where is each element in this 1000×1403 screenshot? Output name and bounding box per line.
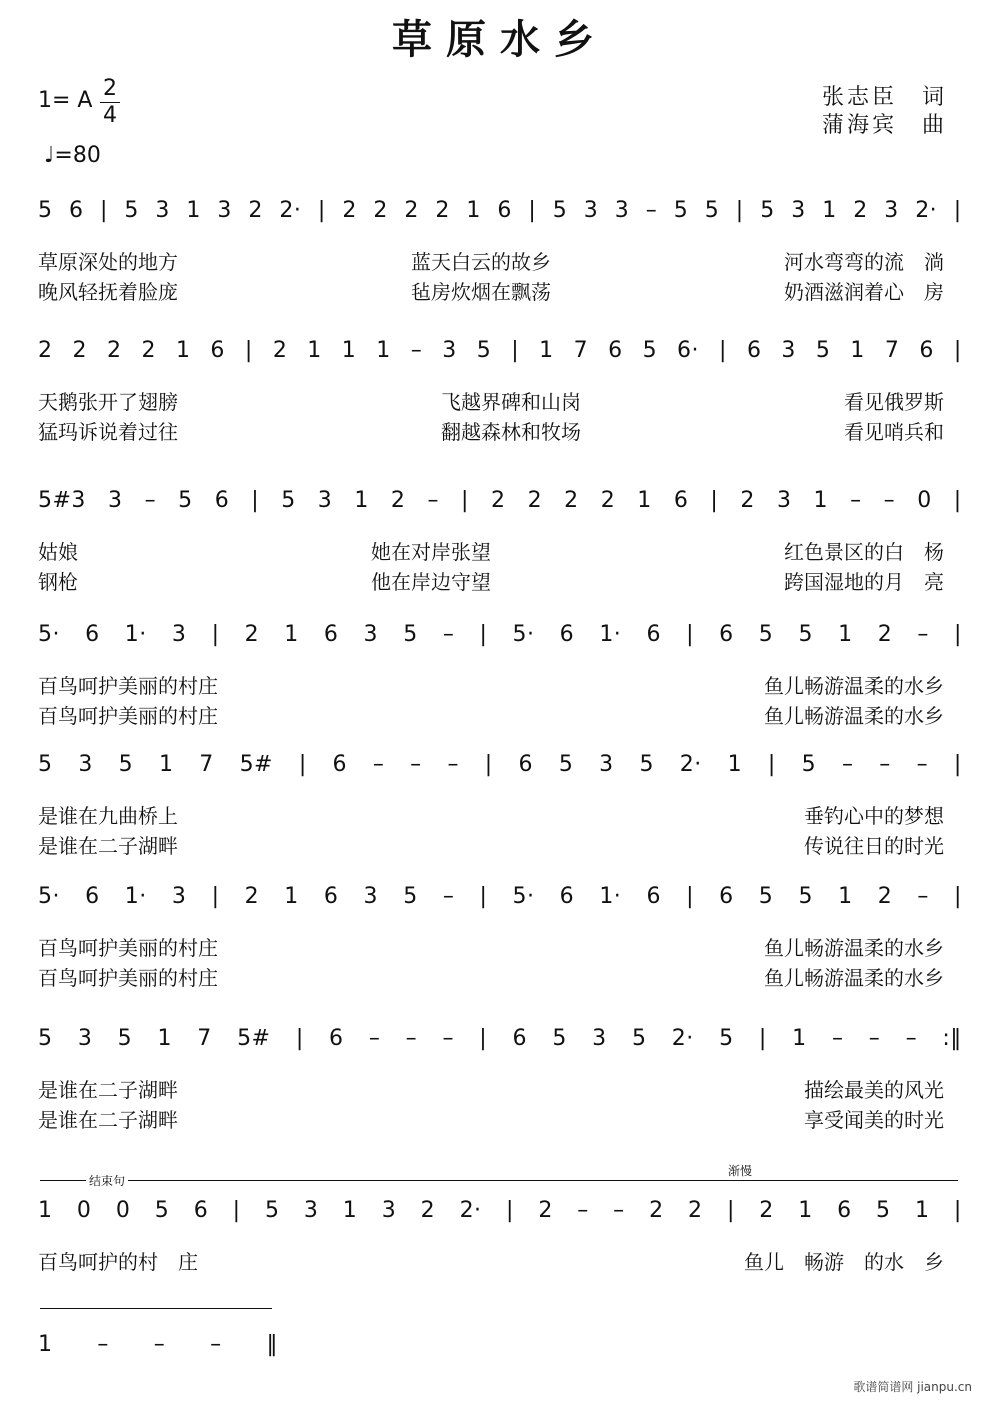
barline: |: [211, 884, 220, 909]
lyric-phrase: 天鹅张开了翅膀: [38, 390, 178, 414]
note: 3: [317, 488, 333, 513]
note: 6: [559, 884, 575, 909]
note: 5: [403, 884, 418, 909]
note: 6: [608, 338, 623, 363]
note: 2·: [459, 1198, 482, 1223]
barline: |: [479, 884, 488, 909]
barline: |: [317, 198, 326, 223]
notes-row: [38, 752, 962, 777]
note: 5: [403, 622, 418, 647]
note: –: [368, 1026, 381, 1051]
barline: |: [954, 622, 962, 647]
notes-row: [38, 198, 962, 223]
lyric-phrase: 她在对岸张望: [371, 540, 491, 564]
note: 3: [78, 752, 93, 777]
note: 2: [527, 488, 543, 513]
note: 3: [791, 198, 806, 223]
lyric-phrase: 传说往日的时光: [804, 834, 944, 858]
note: –: [372, 752, 385, 777]
note: 2·: [679, 752, 702, 777]
note: 5: [178, 488, 193, 513]
barline: |: [295, 1026, 304, 1051]
note: 5: [552, 1026, 567, 1051]
barline: |: [479, 622, 488, 647]
note: 5: [264, 1198, 280, 1223]
lyric-phrase: 奶酒滋润着心 房: [784, 280, 944, 304]
lyric-phrase: 鱼儿 畅游 的水 乡: [744, 1250, 944, 1274]
note: 1: [850, 338, 865, 363]
note: 1: [175, 338, 191, 363]
note: –: [883, 488, 896, 513]
time-bottom: 4: [103, 103, 117, 128]
note: –: [442, 884, 455, 909]
note: 3: [583, 198, 599, 223]
note: 2: [491, 488, 506, 513]
barline: |: [505, 1198, 514, 1223]
note: 1: [792, 1026, 807, 1051]
note: 5: [639, 752, 654, 777]
note: 5: [38, 1026, 53, 1051]
barline: |: [953, 752, 962, 777]
lyric-phrase: 鱼儿畅游温柔的水乡: [764, 966, 944, 990]
note: –: [850, 488, 862, 513]
lyric-phrase: 草原深处的地方: [38, 250, 178, 274]
note: –: [613, 1198, 625, 1223]
note: 6: [673, 488, 689, 513]
lyric-phrase: 百鸟呵护美丽的村庄: [38, 704, 218, 728]
lyrics-line-2: [38, 276, 944, 305]
composer-credit: 蒲海宾 曲: [822, 113, 948, 138]
lyrics-line-2: [38, 962, 944, 991]
note: –: [405, 1026, 418, 1051]
lyric-phrase: 跨国湿地的月 亮: [784, 570, 944, 594]
note: 1: [157, 1026, 172, 1051]
barline: |: [758, 1026, 767, 1051]
note: 6: [518, 752, 534, 777]
lyric-phrase: 晚风轻抚着脸庞: [38, 280, 178, 304]
note: 7: [199, 752, 214, 777]
note: 6: [837, 1198, 852, 1223]
lyrics-line-1: [38, 246, 944, 275]
barline: |: [298, 752, 307, 777]
lyric-phrase: 钢枪: [38, 570, 78, 594]
note: –: [879, 752, 891, 777]
barline: ‖: [266, 1332, 278, 1357]
footer-watermark: 歌谱简谱网 jianpu.cn: [853, 1380, 972, 1394]
note: 6: [646, 884, 661, 909]
note: 1: [284, 884, 299, 909]
note: 6: [919, 338, 934, 363]
note: 5: [758, 622, 774, 647]
page-title: 草原水乡: [392, 17, 608, 63]
note: 2: [244, 622, 260, 647]
note: 3: [442, 338, 457, 363]
ending-bracket-line: [40, 1180, 958, 1181]
note: 1: [798, 1198, 813, 1223]
note: 5: [552, 198, 568, 223]
note: 1: [466, 198, 481, 223]
note: 6: [193, 1198, 209, 1223]
ending-label: 结束句: [86, 1172, 128, 1189]
note: 3: [171, 622, 187, 647]
lyric-phrase: 翻越森林和牧场: [441, 420, 581, 444]
lyric-phrase: 鱼儿畅游温柔的水乡: [764, 704, 944, 728]
note: 3: [217, 198, 232, 223]
lyric-phrase: 百鸟呵护的村 庄: [38, 1250, 198, 1274]
note: 1: [914, 1198, 930, 1223]
note: 1·: [124, 884, 147, 909]
lyrics-line-1: [38, 670, 944, 699]
barline: |: [479, 1026, 488, 1051]
note: 5: [798, 622, 813, 647]
note: 1: [186, 198, 201, 223]
note: 6: [512, 1026, 528, 1051]
note: 6: [719, 622, 734, 647]
lyric-phrase: 姑娘: [38, 540, 78, 564]
barline: |: [953, 198, 962, 223]
note: 2: [248, 198, 263, 223]
note: 1: [813, 488, 829, 513]
note: 2: [244, 884, 260, 909]
note: –: [645, 198, 658, 223]
lyric-phrase: 是谁在二子湖畔: [38, 834, 178, 858]
lyrics-line-1: [38, 386, 944, 415]
time-signature: [100, 76, 120, 129]
note: 5: [476, 338, 492, 363]
notes-row: [38, 338, 962, 363]
note: 1: [637, 488, 652, 513]
note: 3: [303, 1198, 319, 1223]
lyric-phrase: 看见俄罗斯: [844, 390, 944, 414]
note: 5: [154, 1198, 170, 1223]
note: –: [442, 622, 455, 647]
lyric-phrase: 蓝天白云的故乡: [411, 250, 551, 274]
note: 1·: [599, 884, 622, 909]
note: 6: [85, 622, 100, 647]
barline: |: [511, 338, 520, 363]
notes-row: [38, 622, 962, 647]
lyric-phrase: 享受闻美的时光: [804, 1108, 944, 1132]
note: 2: [538, 1198, 553, 1223]
lyric-phrase: 毡房炊烟在飘荡: [411, 280, 551, 304]
note: 2: [877, 622, 893, 647]
note: 2·: [671, 1026, 694, 1051]
lyric-phrase: 飞越界碑和山岗: [441, 390, 581, 414]
note: 2: [272, 338, 288, 363]
note: 1: [158, 752, 174, 777]
note: 6: [214, 488, 230, 513]
note: –: [841, 752, 854, 777]
note: 1: [838, 884, 853, 909]
note: 5: [281, 488, 296, 513]
note: 0: [76, 1198, 92, 1223]
barline: |: [953, 488, 962, 513]
note: 2·: [279, 198, 302, 223]
quarter-note-icon: ♩: [44, 143, 55, 168]
lyricist-credit: 张志臣 词: [822, 85, 948, 110]
note: 2: [600, 488, 616, 513]
note: –: [905, 1026, 918, 1051]
lyrics-line-1: [38, 1074, 944, 1103]
ritardando-label: 渐慢: [728, 1164, 753, 1178]
lyrics-line-2: [38, 830, 944, 859]
note: –: [917, 622, 929, 647]
note: 5: [719, 1026, 734, 1051]
lyric-phrase: 描绘最美的风光: [804, 1078, 944, 1102]
note: 1: [354, 488, 369, 513]
note: 2: [740, 488, 755, 513]
final-bracket-line: [40, 1308, 272, 1309]
barline: :‖: [942, 1026, 962, 1051]
lyrics-line-2: [38, 416, 944, 445]
notes-row: [38, 884, 962, 909]
note: 7: [573, 338, 589, 363]
note: 3: [171, 884, 187, 909]
time-top: 2: [103, 76, 117, 101]
note: 1: [284, 622, 299, 647]
note: 5#: [239, 752, 273, 777]
lyric-phrase: 是谁在九曲桥上: [38, 804, 178, 828]
note: 6: [329, 1026, 344, 1051]
note: 5: [38, 752, 53, 777]
note: 2·: [915, 198, 938, 223]
lyrics-line-1: [38, 536, 944, 565]
barline: |: [710, 488, 719, 513]
note: –: [410, 752, 422, 777]
note: 3: [77, 1026, 93, 1051]
barline: |: [244, 338, 253, 363]
note: 1·: [124, 622, 147, 647]
note: 6: [210, 338, 225, 363]
note: 2: [38, 338, 53, 363]
barline: |: [719, 338, 727, 363]
note: 1: [341, 338, 357, 363]
note: 6: [559, 622, 575, 647]
note: 5: [558, 752, 574, 777]
lyrics-line-2: [38, 566, 944, 595]
note: –: [210, 1332, 222, 1357]
note: 2: [649, 1198, 664, 1223]
note: 5: [798, 884, 813, 909]
lyric-phrase: 垂钓心中的梦想: [804, 804, 944, 828]
note: 5: [801, 752, 817, 777]
note: 3: [363, 884, 379, 909]
note: 7: [197, 1026, 212, 1051]
note: 5: [760, 198, 775, 223]
note: 1: [38, 1198, 53, 1223]
note: –: [153, 1332, 166, 1357]
note: 5: [118, 752, 134, 777]
lyric-phrase: 看见哨兵和: [844, 420, 944, 444]
note: 6: [332, 752, 348, 777]
lyric-phrase: 是谁在二子湖畔: [38, 1078, 178, 1102]
note: –: [144, 488, 157, 513]
note: 5: [758, 884, 774, 909]
notes-row: [38, 1026, 962, 1051]
note: 5: [704, 198, 720, 223]
note: 6: [719, 884, 734, 909]
note: –: [917, 884, 929, 909]
barline: |: [953, 338, 962, 363]
note: 6: [497, 198, 512, 223]
tempo-mark: [44, 143, 101, 168]
note: 1: [838, 622, 853, 647]
barline: |: [100, 198, 108, 223]
note: 3: [108, 488, 123, 513]
note: –: [577, 1198, 589, 1223]
note: 5·: [38, 884, 60, 909]
note: 1: [822, 198, 837, 223]
note: 2: [373, 198, 388, 223]
note: 2: [106, 338, 122, 363]
note: 2: [564, 488, 579, 513]
note: 2: [759, 1198, 774, 1223]
lyric-phrase: 百鸟呵护美丽的村庄: [38, 936, 218, 960]
note: 1: [539, 338, 554, 363]
note: 5: [117, 1026, 133, 1051]
barline: |: [735, 198, 744, 223]
note: 1: [376, 338, 391, 363]
note: 5: [124, 198, 139, 223]
lyric-phrase: 鱼儿畅游温柔的水乡: [764, 936, 944, 960]
note: 6: [646, 622, 661, 647]
note: 5·: [512, 622, 535, 647]
note: 1: [342, 1198, 358, 1223]
note: –: [868, 1026, 881, 1051]
note: 2: [435, 198, 450, 223]
note: 6: [69, 198, 84, 223]
barline: |: [211, 622, 220, 647]
note: 1: [727, 752, 743, 777]
barline: |: [686, 622, 695, 647]
note: 3: [884, 198, 899, 223]
note: 5#: [237, 1026, 271, 1051]
note: 5: [876, 1198, 891, 1223]
barline: |: [954, 884, 962, 909]
barline: |: [767, 752, 776, 777]
note: 1: [38, 1332, 53, 1357]
note: 5: [642, 338, 658, 363]
note: –: [447, 752, 459, 777]
note: 2: [420, 1198, 436, 1223]
lyric-phrase: 百鸟呵护美丽的村庄: [38, 674, 218, 698]
barline: |: [726, 1198, 735, 1223]
note: 0: [917, 488, 932, 513]
note: 5: [815, 338, 831, 363]
note: 6: [85, 884, 100, 909]
note: 6: [323, 622, 339, 647]
note: 3: [363, 622, 379, 647]
lyrics-line-2: [38, 1104, 944, 1133]
note: 6·: [677, 338, 700, 363]
barline: |: [251, 488, 260, 513]
note: 5·: [38, 622, 60, 647]
note: 5#3: [38, 488, 86, 513]
note: 1·: [599, 622, 622, 647]
note: –: [831, 1026, 844, 1051]
lyric-phrase: 红色景区的白 杨: [784, 540, 944, 564]
note: 3: [599, 752, 614, 777]
note: 5: [38, 198, 53, 223]
note: 2: [390, 488, 406, 513]
barline: |: [232, 1198, 241, 1223]
note: 2: [853, 198, 868, 223]
lyrics-line-2: [38, 700, 944, 729]
barline: |: [953, 1198, 962, 1223]
note: –: [442, 1026, 454, 1051]
lyric-phrase: 鱼儿畅游温柔的水乡: [764, 674, 944, 698]
lyrics-line-1: [38, 800, 944, 829]
lyric-phrase: 猛玛诉说着过往: [38, 420, 178, 444]
notes-row: [38, 1198, 962, 1223]
note: 5: [673, 198, 689, 223]
note: 5·: [512, 884, 535, 909]
note: 3: [614, 198, 630, 223]
note: 0: [115, 1198, 131, 1223]
notes-row: [38, 1332, 278, 1357]
barline: |: [461, 488, 469, 513]
note: 3: [381, 1198, 397, 1223]
key-signature: 1= A: [38, 88, 93, 113]
lyric-phrase: 他在岸边守望: [371, 570, 491, 594]
note: 2: [404, 198, 419, 223]
note: 2: [141, 338, 156, 363]
lyric-phrase: 百鸟呵护美丽的村庄: [38, 966, 218, 990]
note: 6: [746, 338, 762, 363]
barline: |: [686, 884, 695, 909]
note: 7: [884, 338, 900, 363]
note: 6: [323, 884, 339, 909]
note: –: [410, 338, 423, 363]
note: 2: [877, 884, 893, 909]
note: –: [916, 752, 929, 777]
note: –: [427, 488, 439, 513]
note: 2: [72, 338, 87, 363]
note: 3: [776, 488, 792, 513]
note: 1: [307, 338, 322, 363]
lyrics-line-1: [38, 932, 944, 961]
lyrics-line-1: [38, 1246, 944, 1275]
notes-row: [38, 488, 962, 513]
note: 3: [155, 198, 170, 223]
note: –: [97, 1332, 109, 1357]
barline: |: [528, 198, 537, 223]
barline: |: [484, 752, 493, 777]
lyric-phrase: 是谁在二子湖畔: [38, 1108, 178, 1132]
note: 2: [342, 198, 357, 223]
note: 5: [631, 1026, 647, 1051]
lyric-phrase: 河水弯弯的流 淌: [784, 250, 944, 274]
note: 3: [592, 1026, 607, 1051]
tempo-value: =80: [54, 143, 101, 168]
note: 2: [688, 1198, 703, 1223]
note: 3: [781, 338, 796, 363]
